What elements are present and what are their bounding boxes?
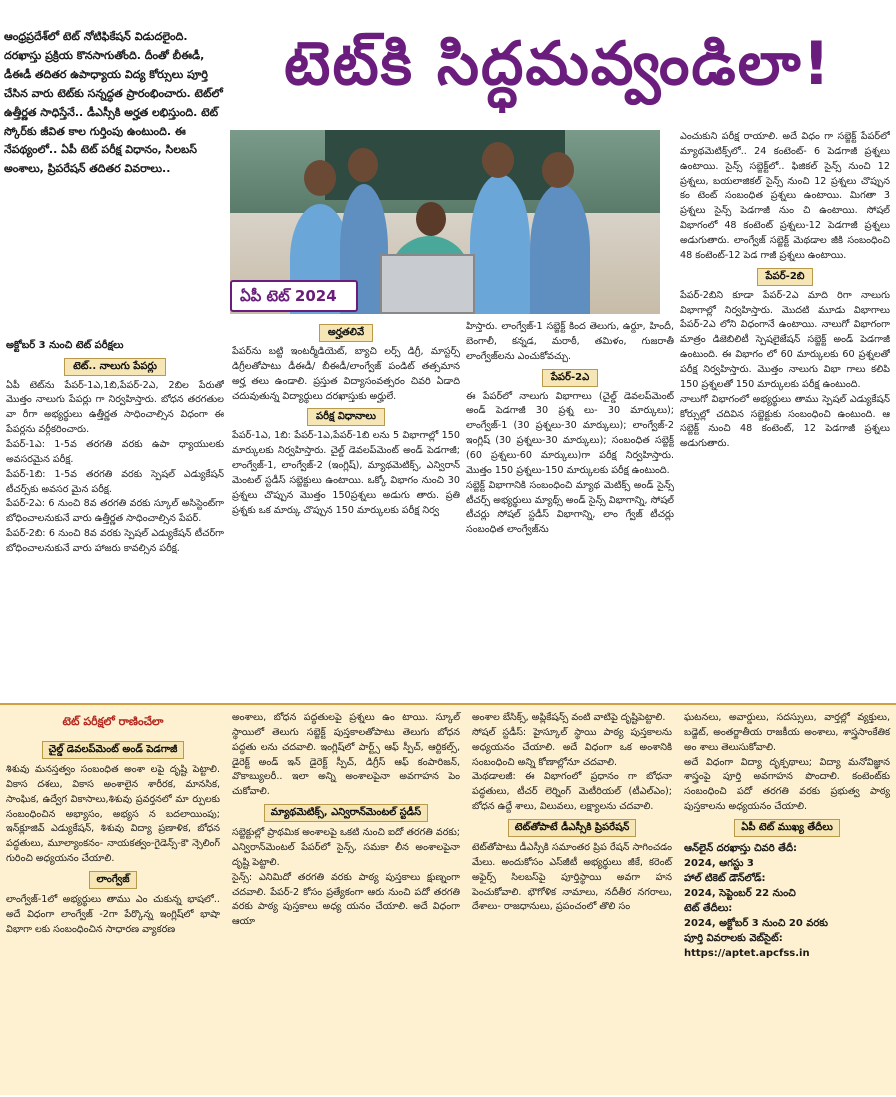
page-title: టెట్‌కి సిద్ధమవ్వండిలా! <box>284 29 832 99</box>
para: ఘటనలు, అవార్డులు, సదస్సులు, వార్తల్లో వ్యక్తులు, బడ్జెట్, అంతర్జాతీయ రాజకీయ అంశాలు, శాస్త్రసాంకేతిక అం శాలు తెలుసుకోవాలి. <box>684 712 890 753</box>
intro-text: ఆంధ్రప్రదేశ్‌లో టెట్ నోటిఫికేషన్ విడుదలైంది. దరఖాస్తు ప్రక్రియ కొనసాగుతోంది. దీంతో బీఈడీ, డీఈడీ తదితర ఉపాధ్యాయ విద్య కోర్సులు పూర్తి చేసిన వారు టెట్‌కు సన్నద్ధత ప్రారంభించారు. టెట్‌లో ఉత్తీర్ణత సాధిస్తేనే.. డీఎస్సీకి అర్హత లభిస్తుంది. టెట్ స్కోర్‌కు జీవిత కాల గుర్తింపు ఉంటుంది. ఈ నేపథ్యంలో.. ఏపీ టెట్ పరీక్ష విధానం, సిలబస్ అంశాలు, ప్రిపరేషన్ తదితర వివరాలు.. <box>4 30 223 176</box>
para: పేపర్-2బిని కూడా పేపర్-2ఎ మాది రిగా నాలుగు విభాగాల్లో నిర్వహిస్తారు. మొదటి మూడు విభాగాలు పేపర్-2ఎ లోని విధంగానే ఉంటాయి. నాలుగో విభాగంగా మాత్రం డిజెబిలిటీ స్పెషలైజేషన్ సబ్జెక్ట్ అండ్ పెడగాజీ ఉంటుంది. ఈ విభాగం లో 60 మార్కులకు 60 ప్రశ్నలతో పరీక్ష నిర్వహిస్తారు. మొత్తం నాలుగు విభా గాలు కలిపి 150 ప్రశ్నలతో 150 మార్కులకు పరీక్ష ఉంటుంది. <box>680 289 890 390</box>
para: ఏపీ టెట్‌ను పేపర్-1ఎ,1బి,పేపర్-2ఎ, 2బిల పేరుతో మొత్తం నాలుగు పేపర్లు గా నిర్వహిస్తారు. బోధన తరగతుల వా రీగా అభ్యర్థులు ఉత్తీర్ణత సాధించాల్సిన విధంగా ఈ పేపర్లను వర్గీకరించారు. <box>6 379 224 436</box>
para: సబ్జెక్ట్ విభాగానికి సంబంధించి మ్యాథ మెటిక్స్ అండ్ సైన్స్ టీచర్స్ అభ్యర్థులు మ్యాథ్స్ అండ్ సైన్స్ విభాగాన్ని, సోషల్ టీచర్లు సోషల్ స్టడీస్ విభాగాన్ని, లాం గ్వేజ్ టీచర్లు సంబంధిత లాంగ్వేజ్‌ను <box>466 479 674 536</box>
photo-tag: ఏపీ టెట్ 2024 <box>230 280 358 312</box>
heading-dsc-preparation: టెట్‌తోపాటే డీఎస్సీకి ప్రిపరేషన్ <box>508 819 636 837</box>
para: పేపర్-1ఎ: 1-5వ తరగతి వరకు ఉపా ధ్యాయులకు అవసరమైన పరీక్ష. <box>6 438 224 465</box>
exam-date-line: అక్టోబర్ 3 నుంచి టెట్ పరీక్షలు <box>6 340 124 351</box>
para: పేపర్-2ఎ: 6 నుంచి 8వ తరగతి వరకు స్కూల్ అసిస్టెంట్‌గా బోధించాలనుకునే వారు ఉత్తీర్ణత సాధించాల్సిన పేపర్. <box>6 498 224 525</box>
heading-paper-2b: పేపర్-2బి <box>757 268 814 286</box>
tips-heading: టెట్ పరీక్షలో రాణించేలా <box>62 715 164 728</box>
heading-paper-2a: పేపర్-2ఎ <box>542 369 598 387</box>
date-label-website: పూర్తి వివరాలకు వెబ్‌సైట్: <box>684 933 783 945</box>
para: నాలుగో విభాగంలో అభ్యర్థులు తాము స్పెషల్ ఎడ్యుకేషన్ కోర్సుల్లో చదివిన సబ్జెక్టుకు సంబంధించి ఉంటుంది. ఆ సబ్జెక్ట్ నుంచి 48 కంటెంట్, 12 పెడగాజీ ప్రశ్నలు అడుగుతారు. <box>680 393 890 450</box>
heading-exam-pattern: పరీక్ష విధానాలు <box>307 408 385 426</box>
para: పేపర్-1బి: 1-5వ తరగతి వరకు స్పెషల్ ఎడ్యుకేషన్ టీచర్స్‌కు అవసర మైన పరీక్ష. <box>6 468 224 495</box>
photo-students <box>230 130 660 314</box>
heading-four-papers: టెట్.. నాలుగు పేపర్లు <box>64 358 166 376</box>
laptop <box>380 254 475 314</box>
tips-band <box>0 703 896 1095</box>
para: లాంగ్వేజ్-1లో అభ్యర్థులు తాము ఎం చుకున్న భాషలో.. అదే విధంగా లాంగ్వేజ్ -2గా పేర్కొన్న ఇంగ్లిష్‌లో భాషా విభాగా లకు సంబంధించిన సాధారణ వ్యాకరణ <box>6 894 220 935</box>
para: సబ్జెక్టుల్లో ప్రాథమిక అంశాలపై ఒకటి నుంచి ఐదో తరగతి వరకు; ఎన్విరాన్‌మెంటల్ పేపర్‌లో సైన్స్, సమకా లీన అంశాలపైనా దృష్టి పెట్టాలి. <box>232 827 460 868</box>
heading-eligibility: అర్హతలివే <box>319 324 373 342</box>
date-label-exam: టెట్ తేదీలు: <box>684 903 733 915</box>
website-link[interactable]: https://aptet.apcfss.in <box>684 948 810 960</box>
para: మెథడాలజీ: ఈ విభాగంలో ప్రధానం గా బోధనా పద్ధతులు, టీచర్ లెర్నింగ్ మెటీరియల్ (టీఎల్ఎం); బోధన ఉద్దే శాలు, విలువలు, లక్ష్యాలను చదవాలి. <box>472 771 672 813</box>
date-value-hallticket: 2024, సెప్టెంబర్ 22 నుంచి <box>684 888 796 900</box>
para: సైన్స్: ఎనిమిదో తరగతి వరకు పాఠ్య పుస్తకాలు క్షుణ్నంగా చదవాలి. పేపర్-2 కోసం ప్రత్యేకంగా ఆరు నుంచి పదో తరగతి వరకు పాఠ్య పుస్తకాలు అధ్య యనం చేయాలి. అదే విధంగా ఆయా <box>232 871 460 928</box>
para: అంశాల బేసిక్స్, అప్లికేషన్స్ వంటి వాటిపై దృష్టిపెట్టాలి. <box>472 712 666 723</box>
para: హిస్తారు. లాంగ్వేజ్-1 సబ్జెక్ట్ కింద తెలుగు, ఉర్దూ, హిందీ, బెంగాలీ, కన్నడ, మరాఠీ, తమిళం, గుజరాతీ లాంగ్వేజ్‌లను ఎంచుకోవచ్చు. <box>466 321 674 362</box>
heading-child-development: చైల్డ్ డెవలప్‌మెంట్ అండ్ పెడగాజీ <box>42 741 185 759</box>
heading-maths-evs: మ్యాథమెటిక్స్, ఎన్విరాన్‌మెంటల్ స్టడీస్ <box>264 804 428 822</box>
heading-language: లాంగ్వేజ్ <box>89 871 136 889</box>
date-value-apply: 2024, ఆగస్టు 3 <box>684 858 754 870</box>
para: పేపర్-1ఎ, 1బి: పేపర్-1ఎ,పేపర్-1బి లను 5 విభాగాల్లో 150 మార్కులకు నిర్వహిస్తారు. చైల్డ్ డెవలప్‌మెంట్ అండ్ పెడగాజీ; లాంగ్వేజ్-1, లాంగ్వేజ్-2 (ఇంగ్లిష్), మ్యాథమెటిక్స్, ఎన్విరాన్ మెంటల్ స్టడీస్ సబ్జెక్టులు ఉంటాయి. ఒక్కో విభాగం నుంచి 30 ప్రశ్నలు చొప్పున మొత్తం 150ప్రశ్నలు అడుగు తారు. ప్రతి ప్రశ్నకు ఒక మార్కు చొప్పున 150 మార్కులకు పరీక్ష నిర్వ <box>232 430 460 516</box>
para: అదే విధంగా విద్యా దృక్పథాలు; విద్యా మనోవిజ్ఞాన శాస్త్రంపై పూర్తి అవగాహన పొందాలి. కంటెంట్‌కు సంబంధించి పదో తరగతి వరకు ప్రభుత్వ పాఠ్య పుస్తకాలను అధ్యయనం చేయాలి. <box>684 756 890 813</box>
para: పేపర్-2బి: 6 నుంచి 8వ వరకు స్పెషల్ ఎడ్యుకేషన్ టీచర్‌గా బోధించాలనుకునే వారు హాజరు కావల్సిన పరీక్ష. <box>6 528 224 554</box>
para: టెట్‌తోపాటు డీఎస్సీకి సమాంతర ప్రిప రేషన్ సాగించడం మేలు. అందుకోసం ఎస్‌జీటీ అభ్యర్థులు జీకే, కరెంట్ అఫైర్స్ సిలబస్‌పై పూర్తిస్థాయి అవగా హన పెంచుకోవాలి. భౌగోళిక నామాలు, నదీతీర నగరాలు, దేశాలు- రాజధానులు, ప్రపంచంలో తొలి సం <box>472 842 672 913</box>
date-value-exam: 2024, అక్టోబర్ 3 నుంచి 20 వరకు <box>684 918 828 930</box>
heading-important-dates: ఏపీ టెట్ ముఖ్య తేదీలు <box>734 819 840 837</box>
para: ఎంచుకుని పరీక్ష రాయాలి. అదే విధం గా సబ్జెక్ట్ పేపర్‌లో మ్యాథమెటిక్స్‌లో.. 24 కంటెంట్- 6 పెడగాజీ ప్రశ్నలు ఉంటాయి. సైన్స్ సబ్జెక్ట్‌లో.. ఫిజికల్ సైన్స్ నుంచి 12 ప్రశ్నలు, బయలాజికల్ సైన్స్ నుంచి 12 ప్రశ్నలు చొప్పున కం టెంట్ సంబంధిత ప్రశ్నలు ఉంటాయి. మిగతా 3 ప్రశ్నలు సైన్స్ పెడగాజీ నుం చి ఉంటాయి. సోషల్ విభాగంలో 48 కంటెంట్ ప్రశ్నలు-12 పెడగాజీ ప్రశ్నలు అడుగుతారు. లాంగ్వేజ్ సబ్జెక్ట్ మెథడాల జీకి సంబంధించి 48 కంటెంట్-12 పెడ గాజీ ప్రశ్నలు ఉంటాయి. <box>680 131 890 261</box>
para: సోషల్ స్టడీస్: హైస్కూల్ స్థాయి పాఠ్య పుస్తకాలను అధ్యయనం చేయాలి. అదే విధంగా ఒక అంశానికి సంబంధించి అన్ని కోణాల్లోనూ చదవాలి. <box>472 726 672 768</box>
para: పేపర్‌ను బట్టి ఇంటర్మీడియెట్, బ్యాచి లర్స్ డిగ్రీ, మాస్టర్స్ డిగ్రీలతోపాటు డీఈడీ/ బీఈడీ/లాంగ్వేజ్ పండిట్ తత్సమాన అర్హ తలు ఉండాలి. ప్రస్తుత విద్యాసంవత్సరం చివరి ఏడాది చదువుతున్న విద్యార్థులు దరఖాస్తుకు అర్హులే. <box>232 346 460 402</box>
para: అంశాలు, బోధన పద్ధతులపై ప్రశ్నలు ఉం టాయి. స్కూల్ స్థాయిలో తెలుగు సబ్జెక్ట్ పుస్తకాలతోపాటు తెలుగు బోధన పద్ధతు లను చదవాలి. ఇంగ్లిష్‌లో పార్ట్స్ ఆఫ్ స్పీచ్, ఆర్టికల్స్, డైరెక్ట్ అండ్ ఇన్ డైరెక్ట్ స్పీచ్, డిగ్రీస్ ఆఫ్ కంపారిజన్, వొకాబ్యులరీ.. ఇలా అన్ని అంశాలపైనా అవగాహన పెం చుకోవాలి. <box>232 712 460 798</box>
para: ఈ పేపర్‌లో నాలుగు విభాగాలు (చైల్డ్ డెవలప్‌మెంట్ అండ్ పెడగాజీ 30 ప్రశ్న లు- 30 మార్కులు); లాంగ్వేజ్-1 (30 ప్రశ్నలు-30 మార్కులు); లాంగ్వేజ్-2 ఇంగ్లిష్ (30 ప్రశ్నలు-30 మార్కులు); సంబంధిత సబ్జెక్ట్ (60 ప్రశ్నలు-60 మార్కులు)గా పరీక్ష నిర్వహిస్తారు. మొత్తం 150 ప్రశ్నలు-150 మార్కులకు పరీక్ష ఉంటుంది. <box>466 390 674 476</box>
date-label-hallticket: హాల్ టికెట్ డౌన్‌లోడ్: <box>684 873 766 885</box>
para: శిశువు మనస్తత్వం సంబంధిత అంశా లపై దృష్టి పెట్టాలి. వికాస దశలు, వికాస అంశాలైన శారీరక, మానసిక, సాంఘిక, ఉద్వేగ వికాసాలు,శిశువు ప్రవర్తనలో మా ర్పులకు సంబంధించిన అభ్యాసం, అభ్యస న బదలాయింపు; ఇన్‌క్లూజివ్ ఎడ్యుకేషన్, శిశువు విద్యా ప్రణాళిక, బోధన పద్ధతులు, మూల్యాంకనం- నాయకత్వం-గైడెన్స్-కౌ న్సెలింగ్ గురించి అధ్యయనం చేయాలి. <box>6 764 220 865</box>
date-label-apply: ఆన్‌లైన్ దరఖాస్తు చివరి తేదీ: <box>684 843 798 855</box>
